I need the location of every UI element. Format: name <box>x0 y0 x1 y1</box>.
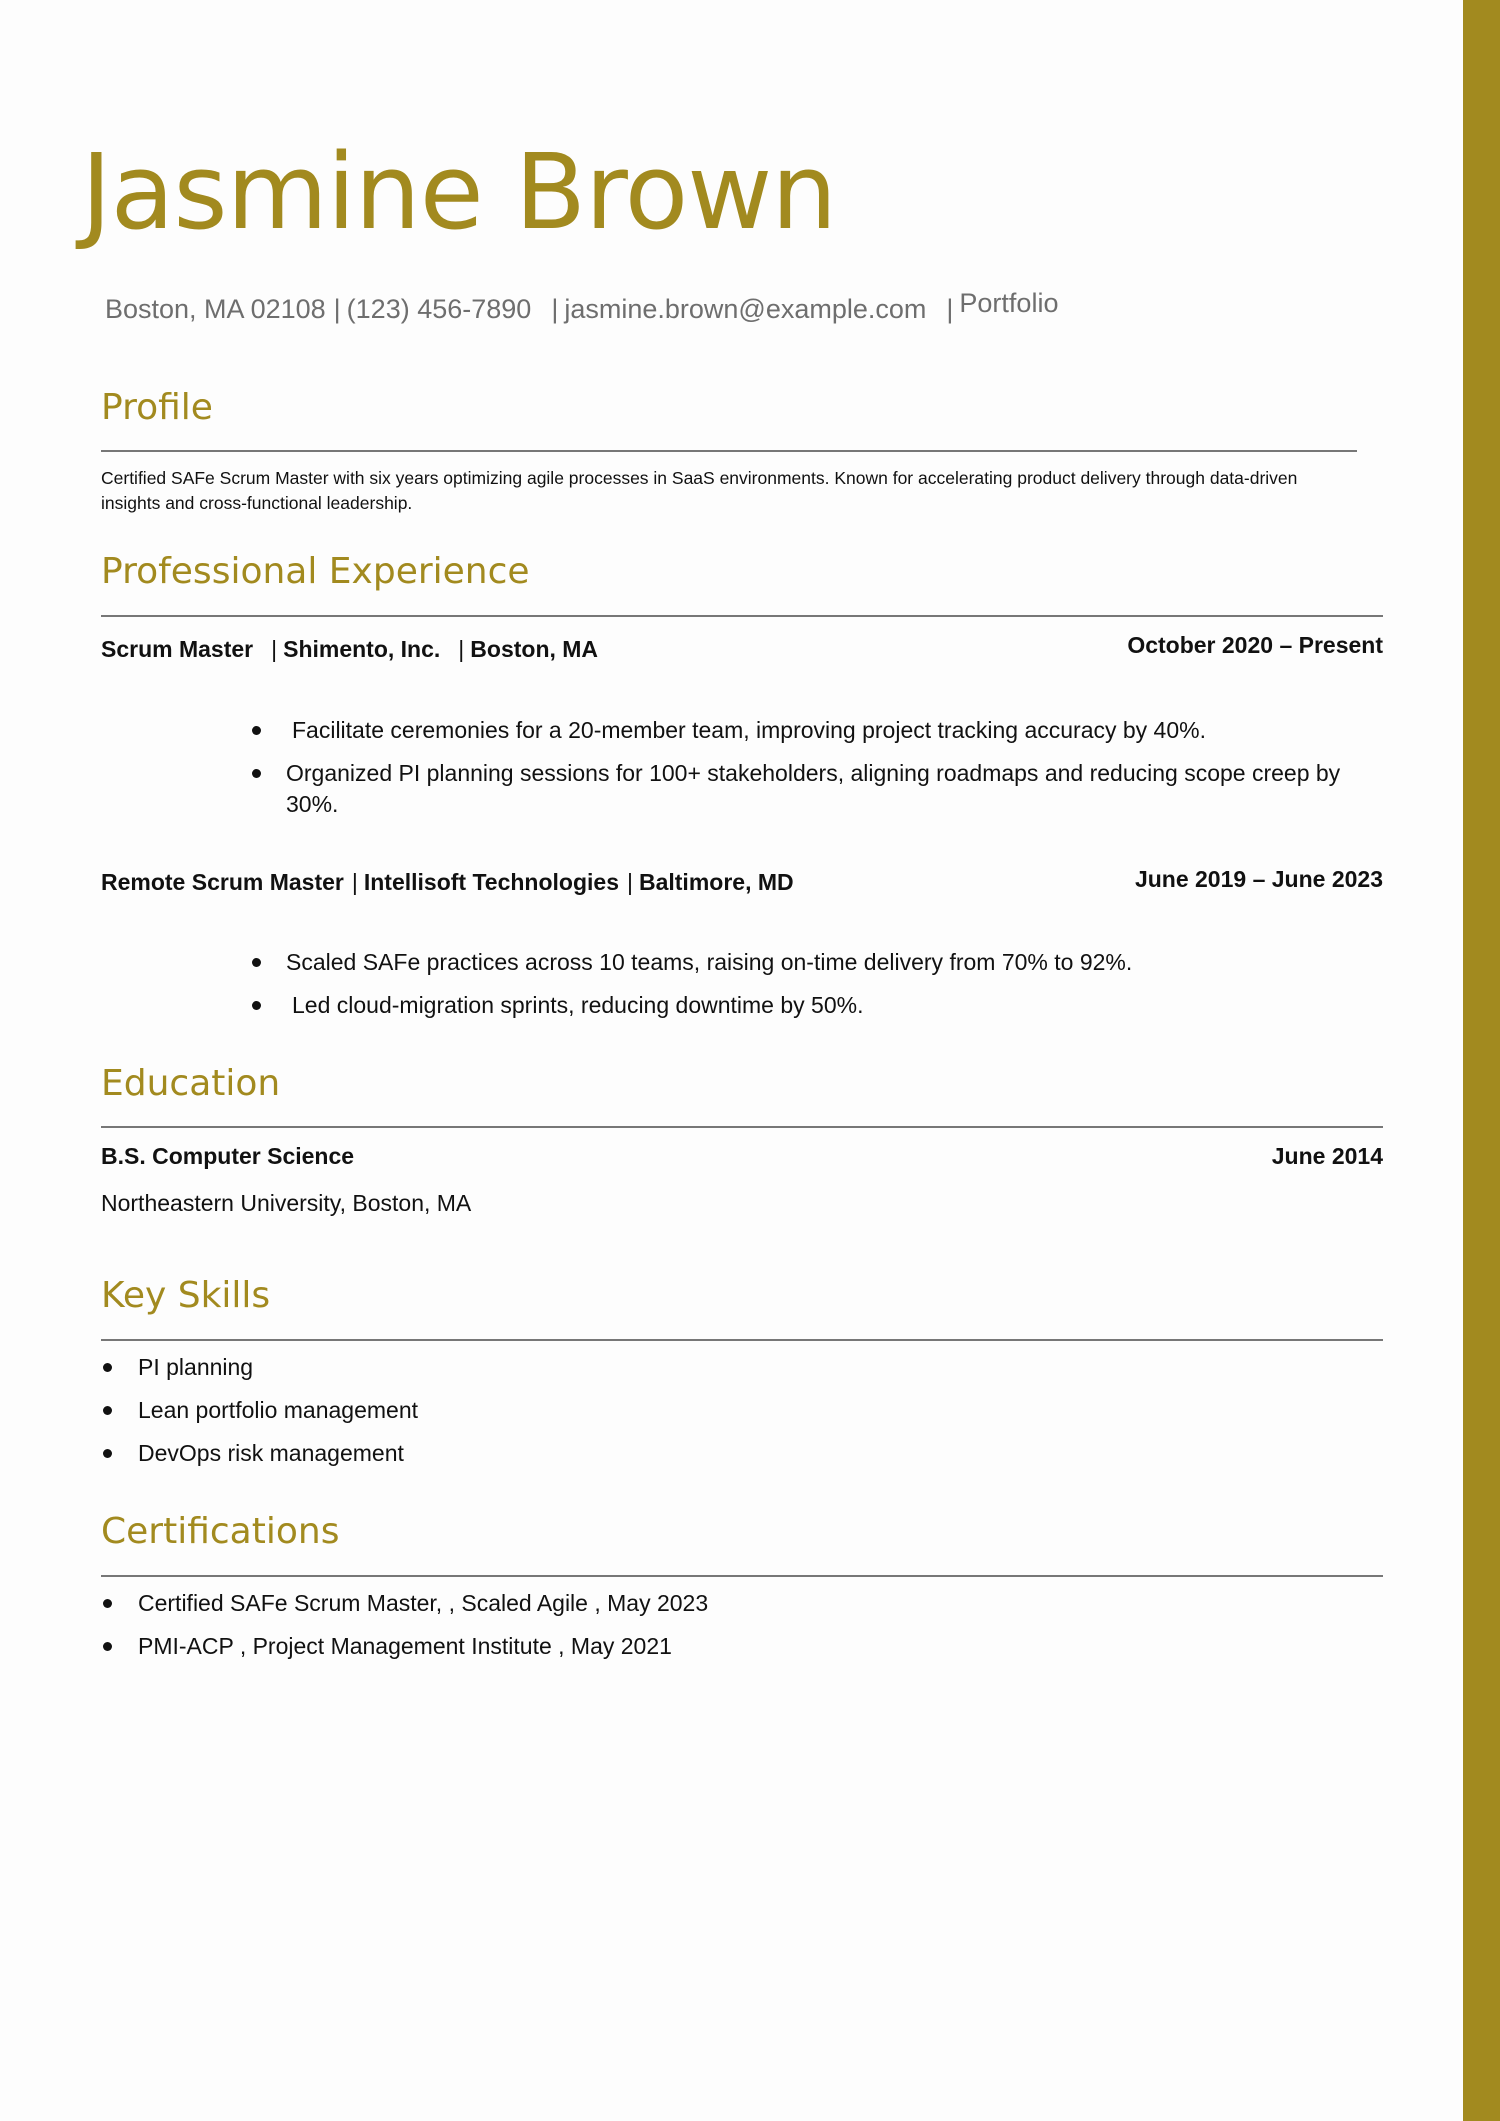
profile-summary: Certified SAFe Scrum Master with six years optimizing agile processes in SaaS environments. Known for accelerating product delivery through data-driven insights and cross-functional leadership. <box>101 468 1298 513</box>
job-dates: October 2020 – Present <box>1127 632 1383 658</box>
education-degree: B.S. Computer Science <box>101 1143 355 1169</box>
section-title-certifications: Certifications <box>101 1511 340 1552</box>
contact-separator: | <box>946 294 954 324</box>
job-dates: June 2019 – June 2023 <box>1134 866 1383 892</box>
section-divider <box>101 1575 1383 1577</box>
contact-email[interactable]: jasmine.brown@example.com <box>564 294 927 324</box>
contact-line <box>105 288 1059 324</box>
list-item: Scaled SAFe practices across 10 teams, raising on-time delivery from 70% to 92%. <box>286 947 1376 978</box>
list-item: Led cloud-migration sprints, reducing downtime by 50%. <box>286 990 1376 1021</box>
education-school: Northeastern University, Boston, MA <box>101 1190 472 1216</box>
contact-address: Boston, MA 02108 <box>105 294 326 324</box>
contact-separator: | <box>333 294 341 324</box>
section-title-profile: Profile <box>101 387 213 428</box>
list-item: Facilitate ceremonies for a 20-member team, improving project tracking accuracy by 40%. <box>286 715 1376 746</box>
contact-separator: | <box>551 294 559 324</box>
list-item: Certified SAFe Scrum Master, , Scaled Agile , May 2023 <box>138 1588 1338 1619</box>
section-divider <box>101 450 1357 452</box>
list-item: PI planning <box>138 1352 1338 1383</box>
job-company: Shimento, Inc. <box>283 636 441 662</box>
section-divider <box>101 615 1383 617</box>
list-item: PMI-ACP , Project Management Institute , May 2021 <box>138 1631 1338 1662</box>
contact-phone: (123) 456-7890 <box>346 294 532 324</box>
education-date: June 2014 <box>1271 1143 1383 1169</box>
section-title-education: Education <box>101 1063 281 1104</box>
section-divider <box>101 1339 1383 1341</box>
job-bullet-list <box>286 715 1376 820</box>
job-role: Remote Scrum Master <box>101 869 344 895</box>
section-title-experience: Professional Experience <box>101 551 530 592</box>
section-title-skills: Key Skills <box>101 1275 271 1316</box>
job-heading: Scrum Master | Shimento, Inc. | Boston, MA <box>101 636 599 662</box>
job-bullet-list <box>286 947 1376 1021</box>
certifications-list <box>138 1588 1338 1662</box>
job-company: Intellisoft Technologies <box>363 869 619 895</box>
list-item: DevOps risk management <box>138 1438 1338 1469</box>
job-location: Baltimore, MD <box>638 869 794 895</box>
candidate-name: Jasmine Brown <box>81 131 837 253</box>
section-divider <box>101 1126 1383 1128</box>
job-heading: Remote Scrum Master | Intellisoft Technologies | Baltimore, MD <box>101 869 794 895</box>
list-item: Organized PI planning sessions for 100+ stakeholders, aligning roadmaps and reducing scope creep by 30%. <box>286 758 1376 820</box>
portfolio-link[interactable]: Portfolio <box>959 288 1059 318</box>
job-location: Boston, MA <box>470 636 599 662</box>
accent-side-bar <box>1463 0 1500 2121</box>
list-item: Lean portfolio management <box>138 1395 1338 1426</box>
job-role: Scrum Master <box>101 636 254 662</box>
skills-list <box>138 1352 1338 1469</box>
